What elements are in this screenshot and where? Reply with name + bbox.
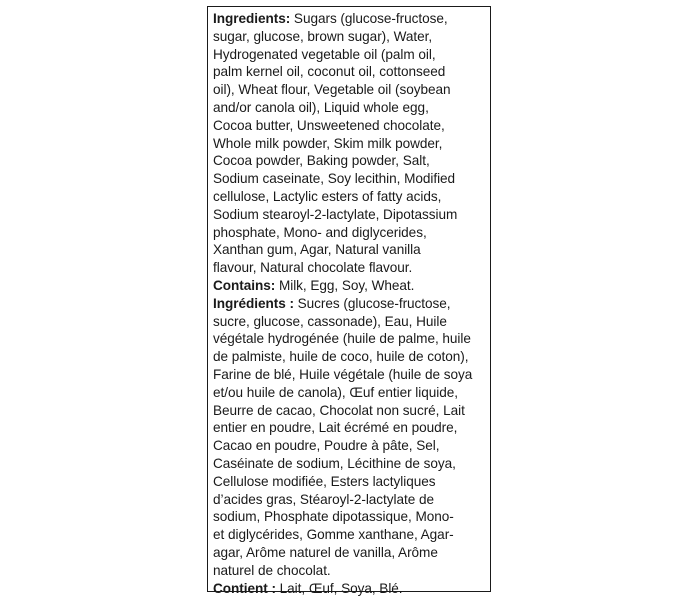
text-line: Cocoa butter, Unsweetened chocolate, [213, 117, 445, 133]
text-line: Sodium stearoyl-2-lactylate, Dipotassium [213, 206, 458, 222]
text-line: Farine de blé, Huile végétale (huile de soya [213, 366, 473, 382]
ingredients-english-section [213, 10, 486, 277]
text-line [213, 277, 486, 295]
text-line: Cacao en poudre, Poudre à pâte, Sel, [213, 438, 440, 454]
text-line: et/ou huile de canola), Œuf entier liquide, [213, 384, 458, 400]
text-line: flavour, Natural chocolate flavour. [213, 260, 413, 276]
text-line [213, 295, 486, 313]
ingredients-french-heading: Ingrédients : [213, 295, 294, 311]
ingredients-label-panel [207, 6, 491, 596]
text-line: naturel de chocolat. [213, 562, 331, 578]
text-line: agar, Arôme naturel de vanilla, Arôme [213, 544, 438, 560]
text-line: oil), Wheat flour, Vegetable oil (soybean [213, 82, 451, 98]
text-line: Sodium caseinate, Soy lecithin, Modified [213, 171, 456, 187]
text-line: de palmiste, huile de coco, huile de coton), [213, 349, 469, 365]
text-line: sucre, glucose, cassonade), Eau, Huile [213, 313, 447, 329]
contains-french-heading: Contient : [213, 580, 276, 596]
contains-english-section [213, 277, 486, 295]
text-line [213, 580, 486, 598]
text-line: végétale hydrogénée (huile de palme, huile [213, 331, 471, 347]
ingredients-english-heading: Ingredients: [213, 11, 291, 26]
text-line: Cocoa powder, Baking powder, Salt, [213, 153, 430, 169]
ingredients-french-section [213, 295, 486, 580]
text-line [213, 10, 486, 28]
text-line: Beurre de cacao, Chocolat non sucré, Lait [213, 402, 465, 418]
text-line: Xanthan gum, Agar, Natural vanilla [213, 242, 421, 258]
text-line: d’acides gras, Stéaroyl-2-lactylate de [213, 491, 434, 507]
text-line: entier en poudre, Lait écrémé en poudre, [213, 420, 458, 436]
contains-french-text: Lait, Œuf, Soya, Blé. [275, 580, 403, 596]
text-line: sodium, Phosphate dipotassique, Mono- [213, 509, 454, 525]
text-line: palm kernel oil, coconut oil, cottonseed [213, 64, 446, 80]
text-line: Caséinate de sodium, Lécithine de soya, [213, 455, 456, 471]
text-line: phosphate, Mono- and diglycerides, [213, 224, 427, 240]
text-line: Whole milk powder, Skim milk powder, [213, 135, 443, 151]
contains-english-heading: Contains: [213, 277, 276, 293]
text-line: Cellulose modifiée, Esters lactyliques [213, 473, 436, 489]
contains-english-text: Milk, Egg, Soy, Wheat. [275, 277, 415, 293]
text-line: Hydrogenated vegetable oil (palm oil, [213, 46, 436, 62]
text-line: et diglycérides, Gomme xanthane, Agar- [213, 527, 454, 543]
text-line-content: Sugars (glucose-fructose, [290, 11, 448, 26]
text-line: sugar, glucose, brown sugar), Water, [213, 28, 433, 44]
contains-french-section [213, 580, 486, 598]
text-line: cellulose, Lactylic esters of fatty acids, [213, 188, 442, 204]
text-line-content: Sucres (glucose-fructose, [293, 295, 451, 311]
text-line: and/or canola oil), Liquid whole egg, [213, 99, 429, 115]
